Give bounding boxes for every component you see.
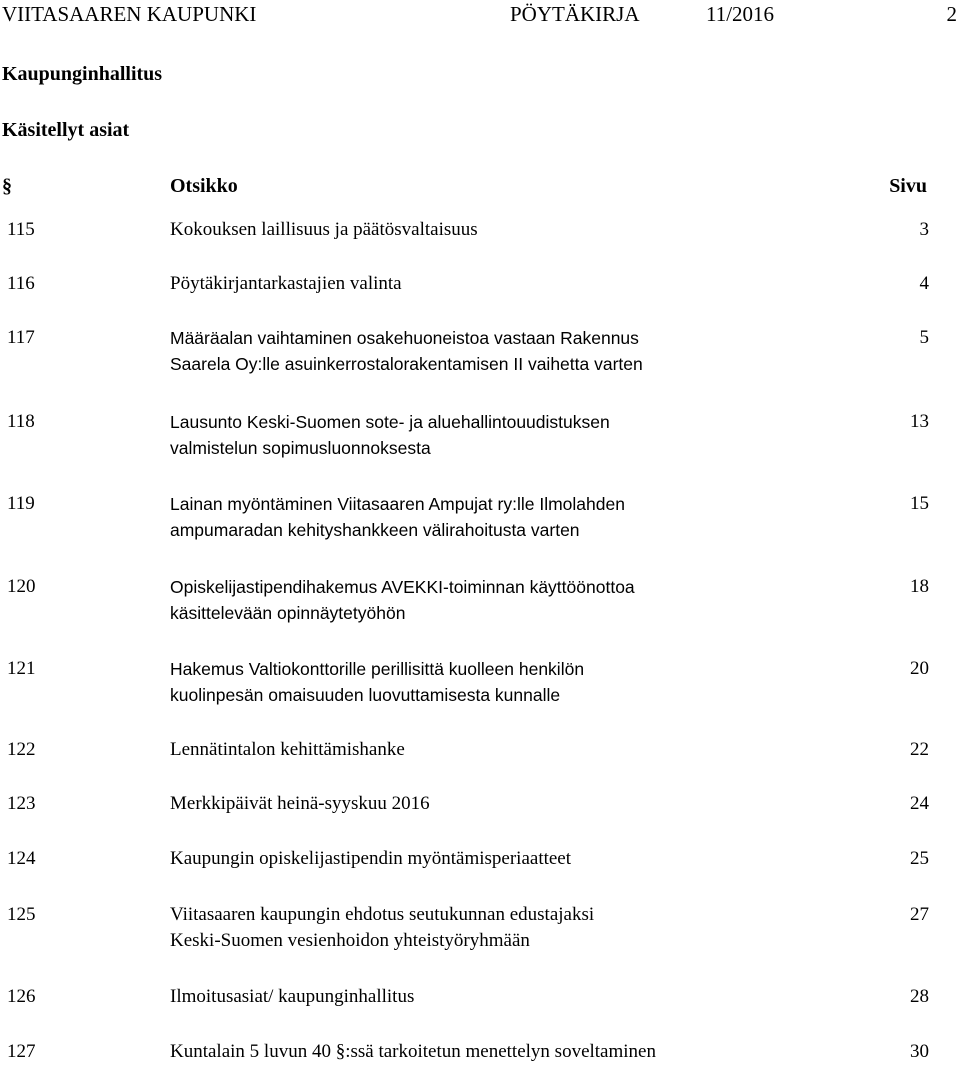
- section-mark: §: [2, 175, 12, 197]
- item-title: Määräalan vaihtaminen osakehuoneistoa vastaan Rakennus Saarela Oy:lle asuinkerrostalorakentamisen II vaihetta varten: [170, 328, 643, 374]
- body-name: Kaupunginhallitus: [2, 63, 163, 85]
- item-number: 115: [7, 219, 35, 240]
- item-number: 126: [7, 986, 36, 1007]
- header-doc-type: PÖYTÄKIRJA: [510, 2, 640, 26]
- header-page-number: 2: [946, 2, 957, 26]
- item-number: 124: [7, 848, 36, 869]
- item-number: 125: [7, 904, 36, 925]
- item-page: 13: [910, 411, 929, 432]
- item-title: Merkkipäivät heinä-syyskuu 2016: [170, 793, 430, 814]
- item-number: 127: [7, 1041, 36, 1062]
- item-number: 123: [7, 793, 36, 814]
- item-number: 122: [7, 739, 36, 760]
- item-number: 118: [7, 411, 35, 432]
- item-title: Lainan myöntäminen Viitasaaren Ampujat ry:lle Ilmolahden ampumaradan kehityshankkeen välirahoitusta varten: [170, 494, 625, 540]
- item-page: 24: [910, 793, 929, 814]
- item-page: 18: [910, 576, 929, 597]
- item-title: Hakemus Valtiokonttorille perillisittä kuolleen henkilön kuolinpesän omaisuuden luovuttamisesta kunnalle: [170, 659, 585, 705]
- item-number: 117: [7, 327, 35, 348]
- item-title: Lausunto Keski-Suomen sote- ja aluehallintouudistuksen valmistelun sopimusluonnoksesta: [170, 412, 610, 458]
- item-number: 116: [7, 273, 35, 294]
- header-doc-number: 11/2016: [706, 2, 775, 26]
- item-title: Pöytäkirjantarkastajien valinta: [170, 273, 402, 294]
- section-title: Käsitellyt asiat: [2, 119, 130, 141]
- item-page: 20: [910, 658, 929, 679]
- item-page: 30: [910, 1041, 929, 1062]
- item-title: Ilmoitusasiat/ kaupunginhallitus: [170, 986, 415, 1007]
- item-page: 4: [919, 273, 929, 294]
- item-title: Kokouksen laillisuus ja päätösvaltaisuus: [170, 219, 478, 240]
- title-column-header: Otsikko: [170, 175, 238, 197]
- item-page: 15: [910, 493, 929, 514]
- item-title: Opiskelijastipendihakemus AVEKKI-toiminnan käyttöönottoa käsittelevään opinnäytetyöhön: [170, 577, 635, 623]
- item-title: Lennätintalon kehittämishanke: [170, 739, 405, 760]
- item-page: 22: [910, 739, 929, 760]
- item-title: Kuntalain 5 luvun 40 §:ssä tarkoitetun menettelyn soveltaminen: [170, 1041, 656, 1062]
- item-number: 119: [7, 493, 35, 514]
- item-page: 25: [910, 848, 929, 869]
- item-title: Kaupungin opiskelijastipendin myöntämisperiaatteet: [170, 848, 572, 869]
- item-page: 5: [919, 327, 929, 348]
- item-number: 121: [7, 658, 36, 679]
- page-header: [0, 0, 960, 28]
- item-number: 120: [7, 576, 36, 597]
- table-header: [0, 172, 960, 202]
- header-organization: VIITASAAREN KAUPUNKI: [2, 2, 257, 26]
- item-page: 3: [919, 219, 929, 240]
- item-page: 27: [910, 904, 929, 925]
- item-page: 28: [910, 986, 929, 1007]
- page-column-header: Sivu: [889, 175, 927, 197]
- item-title: Viitasaaren kaupungin ehdotus seutukunnan edustajaksi Keski-Suomen vesienhoidon yhteistyöryhmään: [170, 904, 595, 951]
